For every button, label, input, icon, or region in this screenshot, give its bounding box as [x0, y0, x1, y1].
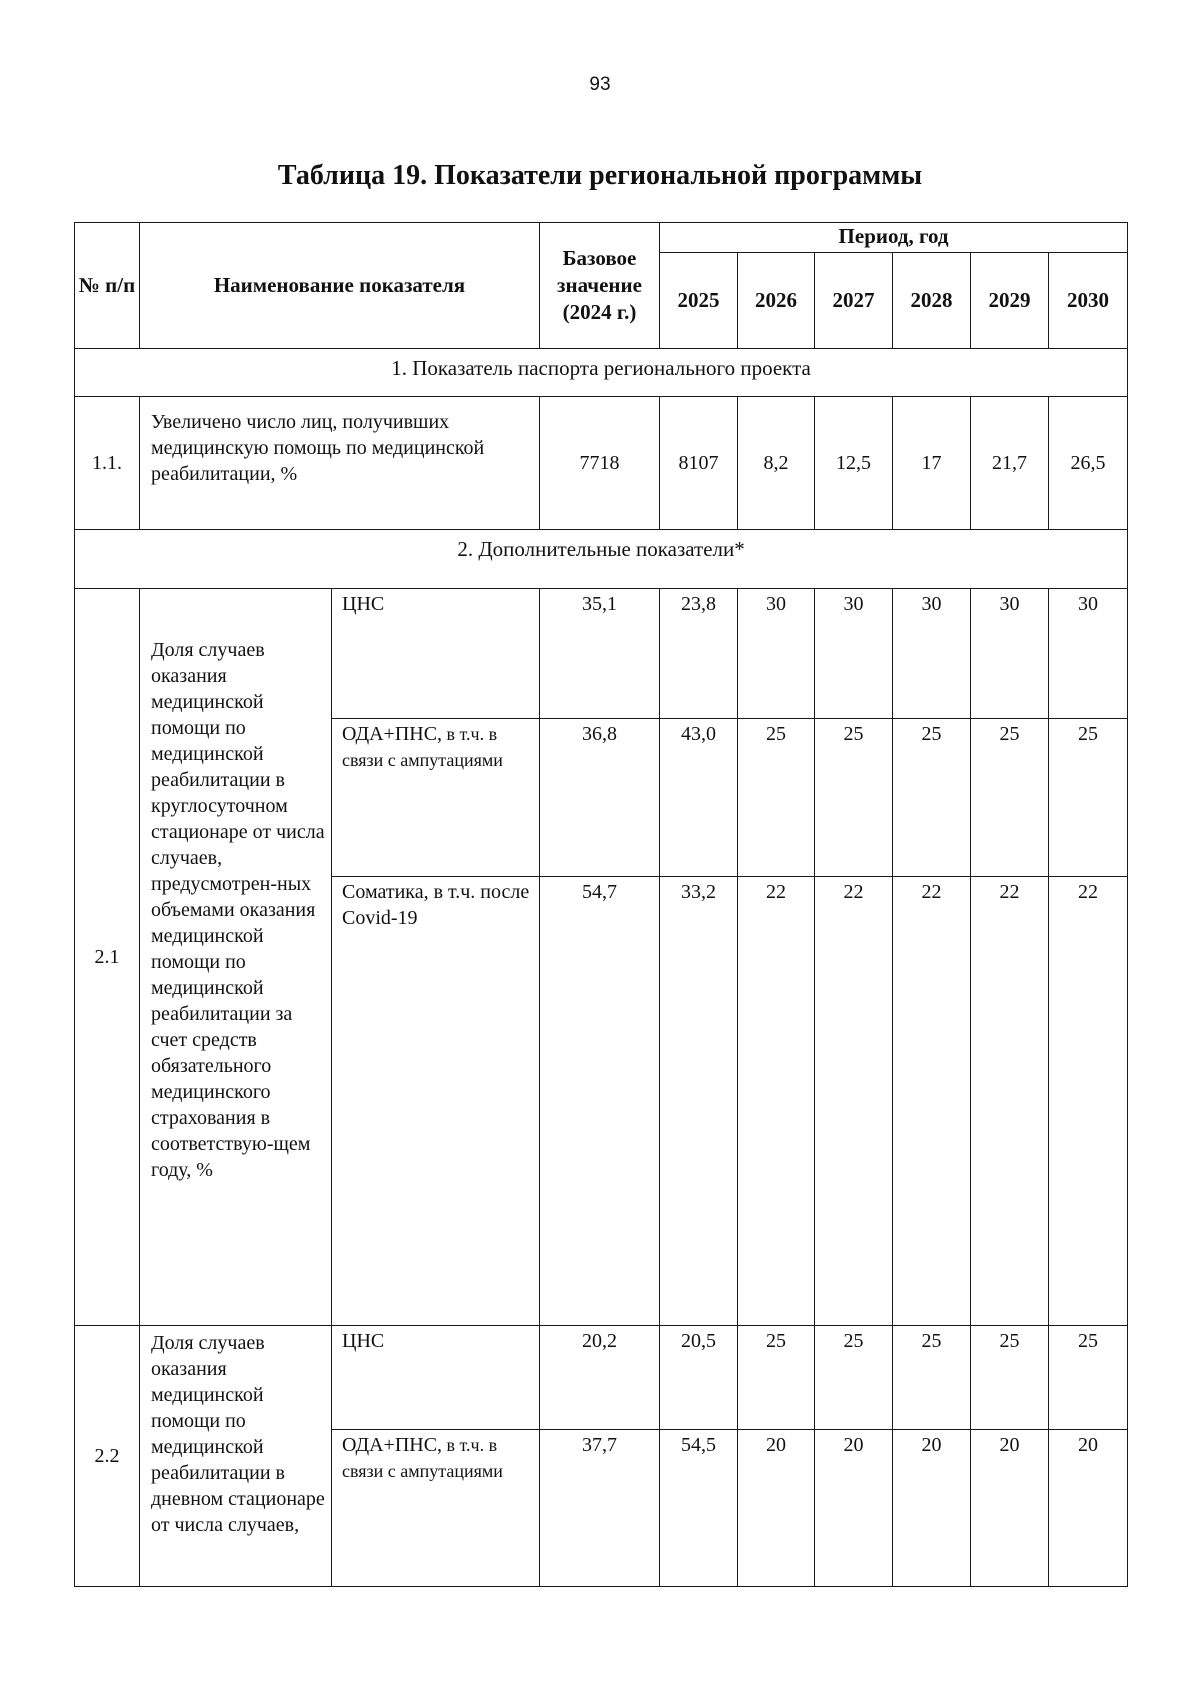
table-title: Таблица 19. Показатели региональной программы [277, 160, 923, 191]
year-value: 17 [893, 397, 971, 530]
year-value: 30 [1049, 589, 1128, 719]
section-title: 2. Дополнительные показатели* [75, 530, 1128, 589]
header-name: Наименование показателя [140, 223, 540, 349]
header-year: 2028 [893, 253, 971, 349]
table-row [75, 1326, 1128, 1430]
row-number: 2.1 [75, 589, 140, 1326]
header-year: 2025 [660, 253, 738, 349]
year-value: 20 [893, 1430, 971, 1587]
base-value: 36,8 [540, 719, 660, 877]
header-row-top [75, 223, 1128, 253]
section-row [75, 349, 1128, 397]
year-value: 22 [893, 877, 971, 1326]
header-year: 2026 [738, 253, 815, 349]
section-title: 1. Показатель паспорта регионального проекта [75, 349, 1128, 397]
base-value: 54,7 [540, 877, 660, 1326]
sub-indicator-label: ОДА+ПНС, в т.ч. в связи с ампутациями [332, 1430, 540, 1587]
year-value: 25 [1049, 1326, 1128, 1430]
year-value: 43,0 [660, 719, 738, 877]
year-value: 22 [738, 877, 815, 1326]
base-value: 7718 [540, 397, 660, 530]
year-value: 33,2 [660, 877, 738, 1326]
year-value: 25 [971, 719, 1049, 877]
year-value: 30 [738, 589, 815, 719]
sub-indicator-label: ОДА+ПНС, в т.ч. в связи с ампутациями [332, 719, 540, 877]
header-year: 2030 [1049, 253, 1128, 349]
year-value: 25 [738, 719, 815, 877]
indicator-name: Доля случаев оказания медицинской помощи по медицинской реабилитации в дневном стационаре от числа случаев, [140, 1326, 332, 1587]
page-number: 93 [589, 74, 611, 95]
year-value: 20 [971, 1430, 1049, 1587]
sub-indicator-label: ЦНС [332, 589, 540, 719]
year-value: 12,5 [815, 397, 893, 530]
header-period: Период, год [660, 223, 1128, 253]
year-value: 20 [738, 1430, 815, 1587]
year-value: 30 [893, 589, 971, 719]
year-value: 20 [1049, 1430, 1128, 1587]
year-value: 25 [815, 1326, 893, 1430]
sub-indicator-label: ЦНС [332, 1326, 540, 1430]
year-value: 8,2 [738, 397, 815, 530]
header-year: 2029 [971, 253, 1049, 349]
row-number: 1.1. [75, 397, 140, 530]
sub-indicator-label: Соматика, в т.ч. после Covid-19 [332, 877, 540, 1326]
year-value: 22 [1049, 877, 1128, 1326]
year-value: 25 [1049, 719, 1128, 877]
year-value: 22 [971, 877, 1049, 1326]
base-value: 37,7 [540, 1430, 660, 1587]
indicator-name: Доля случаев оказания медицинской помощи по медицинской реабилитации в круглосуточном стационаре от числа случаев, предусмотрен-ных объемами оказания медицинской помощи по медицинской реабилитации за счет средств обязательного медицинского страхования в соответствую-щем году, % [140, 589, 332, 1326]
section-row [75, 530, 1128, 589]
year-value: 20,5 [660, 1326, 738, 1430]
year-value: 21,7 [971, 397, 1049, 530]
header-num: № п/п [75, 223, 140, 349]
year-value: 23,8 [660, 589, 738, 719]
year-value: 8107 [660, 397, 738, 530]
year-value: 25 [971, 1326, 1049, 1430]
year-value: 25 [893, 1326, 971, 1430]
year-value: 30 [971, 589, 1049, 719]
row-number: 2.2 [75, 1326, 140, 1587]
year-value: 30 [815, 589, 893, 719]
year-value: 54,5 [660, 1430, 738, 1587]
year-value: 25 [893, 719, 971, 877]
base-value: 20,2 [540, 1326, 660, 1430]
base-value: 35,1 [540, 589, 660, 719]
year-value: 25 [738, 1326, 815, 1430]
header-year: 2027 [815, 253, 893, 349]
table-row [75, 589, 1128, 719]
year-value: 22 [815, 877, 893, 1326]
indicator-name: Увеличено число лиц, получивших медицинскую помощь по медицинской реабилитации, % [140, 397, 540, 530]
year-value: 26,5 [1049, 397, 1128, 530]
year-value: 25 [815, 719, 893, 877]
year-value: 20 [815, 1430, 893, 1587]
table-row [75, 397, 1128, 530]
indicators-table [74, 222, 1128, 1587]
header-base: Базовое значение (2024 г.) [540, 223, 660, 349]
